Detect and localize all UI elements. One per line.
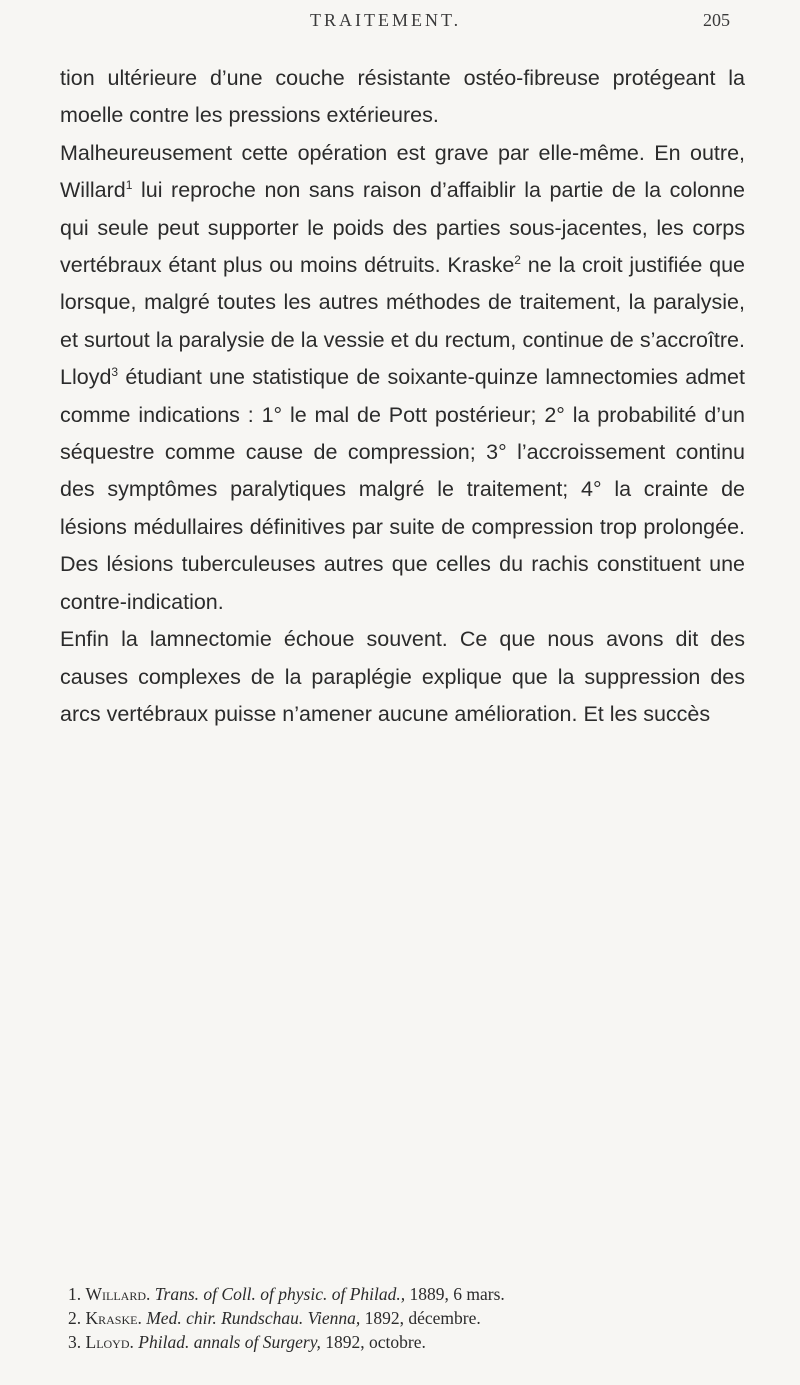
paragraph-1-text: tion ultérieure d’une couche résistante ostéo-fibreuse protégeant la moelle contre les pressions extérieures. <box>60 66 745 128</box>
footnote-3 <box>60 1330 745 1354</box>
footnote-3-number: 3. <box>68 1332 82 1352</box>
footnote-3-reference: Philad. annals of Surgery, <box>138 1332 321 1352</box>
paragraph-2-text-c: ne la croit justifiée que lorsque, malgré toutes les autres méthodes de traitement, la paralysie, et surtout la paralysie de la vessie et du rectum, continue de s’accroître. Lloyd <box>60 253 745 390</box>
footnote-2-details: 1892, décembre. <box>360 1308 481 1328</box>
paragraph-2 <box>60 135 745 621</box>
footnote-marker-3: 3 <box>111 365 119 380</box>
footnote-3-details: 1892, octobre. <box>320 1332 426 1352</box>
running-header-title: TRAITEMENT. <box>310 10 462 30</box>
paragraph-2-text-d: étudiant une statistique de soixante-quinze lamnectomies admet comme indications : 1° le mal de Pott postérieur; 2° la probabilité d’un séquestre comme cause de compression; 3° l’accroissement continu des symptômes paralytiques malgré le traitement; 4° la crainte de lésions médullaires définitives par suite de compression trop prolongée. Des lésions tuberculeuses autres que celles du rachis constituent une contre-indication. <box>60 365 745 614</box>
footnote-2-reference: Med. chir. Rundschau. Vienna, <box>146 1308 361 1328</box>
paragraph-2-text-b: lui reproche non sans raison d’affaiblir la partie de la colonne qui seule peut supporter le poids des parties sous-jacentes, les corps vertébraux étant plus ou moins détruits. Kraske <box>60 178 745 278</box>
footnote-1-details: 1889, 6 mars. <box>405 1284 505 1304</box>
footnote-2-author: Kraske. <box>85 1308 142 1328</box>
footnote-3-author: Lloyd. <box>85 1332 134 1352</box>
footnotes <box>60 1282 745 1354</box>
footnote-marker-1: 1 <box>125 178 133 193</box>
paragraph-1 <box>60 60 745 135</box>
footnote-2-number: 2. <box>68 1308 82 1328</box>
paragraph-2-text-a: Malheureusement cette opération est grave par elle-même. En outre, Willard <box>60 140 745 203</box>
footnote-1-number: 1. <box>68 1284 82 1304</box>
body-text <box>60 60 745 733</box>
footnote-1-author: Willard. <box>85 1284 151 1304</box>
footnote-marker-2: 2 <box>514 252 521 267</box>
paragraph-3-text: Enfin la lamnectomie échoue souvent. Ce que nous avons dit des causes complexes de la paraplégie explique que la suppression des arcs vertébraux puisse n’amener aucune amélioration. Et les succès <box>60 627 745 726</box>
footnote-1-reference: Trans. of Coll. of physic. of Philad., <box>154 1284 406 1304</box>
page-number: 205 <box>703 10 730 30</box>
footnote-2 <box>60 1306 745 1330</box>
running-header <box>60 0 740 40</box>
paragraph-3 <box>60 621 745 733</box>
footnote-1 <box>60 1282 745 1306</box>
